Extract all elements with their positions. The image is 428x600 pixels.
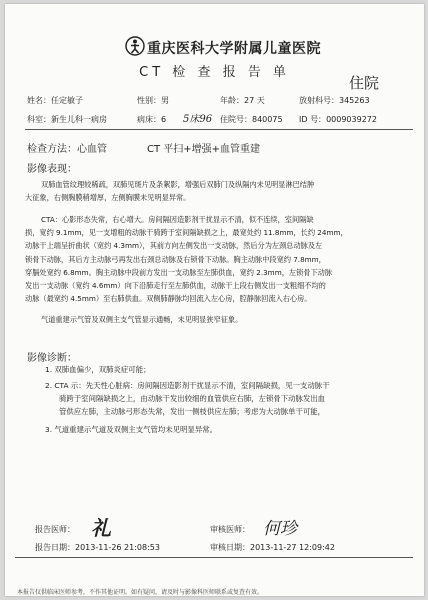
- bed-handwritten: 5床96: [183, 114, 213, 125]
- diagnosis-heading: 影像诊断：: [27, 353, 77, 364]
- diagnosis-item-1: 1. 双肺血偏少，双肺炎症可能；: [45, 365, 151, 374]
- report-date: [35, 542, 160, 553]
- age-label: 年龄：: [220, 96, 244, 105]
- dept-label: 科室：: [27, 115, 51, 124]
- footer-disclaimer: 本报告仅供临床医师参考，不作其他证明。如有疑问，请及时与影像科医师联系或复查有效。: [17, 589, 264, 596]
- findings-paragraph-3: [25, 313, 409, 326]
- report-date-label: 报告日期：: [35, 543, 75, 552]
- text-line: 管供应左肺，主动脉弓形态失常，发出一侧枝供应左肺；考虑为大动脉单干可能，: [59, 407, 326, 417]
- text-line: 发出一支动脉（宽约 4.6mm）向下沿肺走行至左肺供血，动脉干上段右侧发出一支粗细不均的: [25, 281, 326, 291]
- diagnosis-item-3: 3. 气道重建示气道及双侧主支气管均未见明显异常。: [45, 425, 217, 434]
- text-line: 双肺血管纹理较稀疏，双肺见斑片及条絮影，增强后双肺门及纵隔内未见明显淋巴结肿: [41, 180, 315, 189]
- review-date-value: 2013-11-27 12:09:42: [250, 543, 335, 552]
- reviewer-label: 审核医师：: [210, 525, 250, 534]
- bed: [137, 114, 166, 125]
- reporter-label: 报告医师：: [35, 525, 75, 534]
- text-line: CTA：心影形态失常，右心增大。房间隔因造影剂干扰显示不清，似不连续，室间隔缺: [41, 215, 314, 224]
- hospital-number: [220, 114, 283, 125]
- inpatient-stamp: 住院: [349, 74, 380, 92]
- department: [27, 114, 107, 125]
- exam-site: [27, 140, 107, 155]
- id-label: ID 号：: [299, 115, 327, 124]
- findings-heading: 影像表现：: [27, 164, 77, 175]
- patient-name: [27, 95, 83, 106]
- ward-label: 病床：: [137, 115, 161, 124]
- review-date: [210, 542, 335, 553]
- patient-sex: [137, 95, 169, 106]
- id-number: [299, 114, 377, 125]
- findings-paragraph-2: [25, 213, 409, 305]
- diagnosis-item-2: [45, 379, 330, 419]
- text-line: 动脉（最宽约 4.5mm）至右肺供血。双侧肺静脉均回流入左心房，腔静脉回流入右心房。: [25, 294, 312, 304]
- reviewer-signature: 何珍: [263, 519, 297, 539]
- age-value: 27 天: [244, 96, 265, 105]
- radio-label: 放射科号：: [299, 96, 339, 105]
- findings-paragraph-1: [25, 178, 409, 204]
- ward-value: 6: [161, 115, 167, 124]
- hosp-label: 住院号：: [220, 115, 252, 124]
- text-line: 损，宽约 9.1mm，见一支增粗的动脉干骑跨于室间隔缺损之上，最宽处约 11.8mm，长约 24mm，: [25, 228, 348, 238]
- report-date-value: 2013-11-26 21:08:53: [75, 543, 160, 552]
- hospital-name: 重庆医科大学附属儿童医院: [147, 41, 321, 57]
- radiology-number: [299, 95, 370, 106]
- text-line: 大征象，右侧胸膜稍增厚，左侧胸膜未见明显异常。: [25, 193, 191, 203]
- id-value: 0009039272: [326, 115, 377, 124]
- text-line: 气道重建示气管及双侧主支气管显示通畅，未见明显狭窄征象。: [41, 315, 243, 324]
- name-label: 姓名：: [27, 96, 51, 105]
- text-line: 2. CTA 示：先天性心脏病：房间隔因造影剂干扰显示不清，室间隔缺损，见一支动脉干: [45, 381, 330, 390]
- sex-value: 男: [161, 96, 169, 105]
- report-title: CT 检 查 报 告 单: [139, 65, 290, 80]
- dept-value: 新生儿科一病房: [51, 115, 107, 124]
- hospital-logo-icon: [125, 36, 145, 56]
- review-date-label: 审核日期：: [210, 543, 250, 552]
- divider: [25, 129, 413, 130]
- exam-site-value: 心血管: [77, 144, 107, 155]
- text-line: 动脉干上端呈折曲状（宽约 4.3mm），其前方向左侧发出一支动脉，然后分为左颈总动脉及左: [25, 241, 323, 251]
- name-value: 任定敏子: [51, 96, 83, 105]
- text-line: 骑跨于室间隔缺损之上，由动脉干发出较细的血管供应右肺，左锁骨下动脉发出血: [59, 394, 326, 404]
- text-line: 穿膈处宽约 6.8mm。胸主动脉中段前方发出一支动脉至左肺供血，宽约 2.3mm，左锁骨下动脉: [25, 267, 333, 277]
- text-line: 锁骨下动脉，其后方主动脉弓再发出右颈总动脉及右锁骨下动脉。胸主动脉中段宽约 7.8mm，: [25, 254, 326, 264]
- report-page: [5, 4, 424, 596]
- divider: [15, 557, 413, 558]
- exam-site-label: 检查方法：: [27, 144, 77, 155]
- hosp-value: 840075: [252, 115, 283, 124]
- radio-value: 345263: [339, 96, 370, 105]
- sex-label: 性别：: [137, 96, 161, 105]
- exam-method: CT 平扫+增强+血管重建: [147, 144, 261, 155]
- reporter-signature: 礼: [91, 516, 111, 540]
- patient-age: [220, 95, 265, 106]
